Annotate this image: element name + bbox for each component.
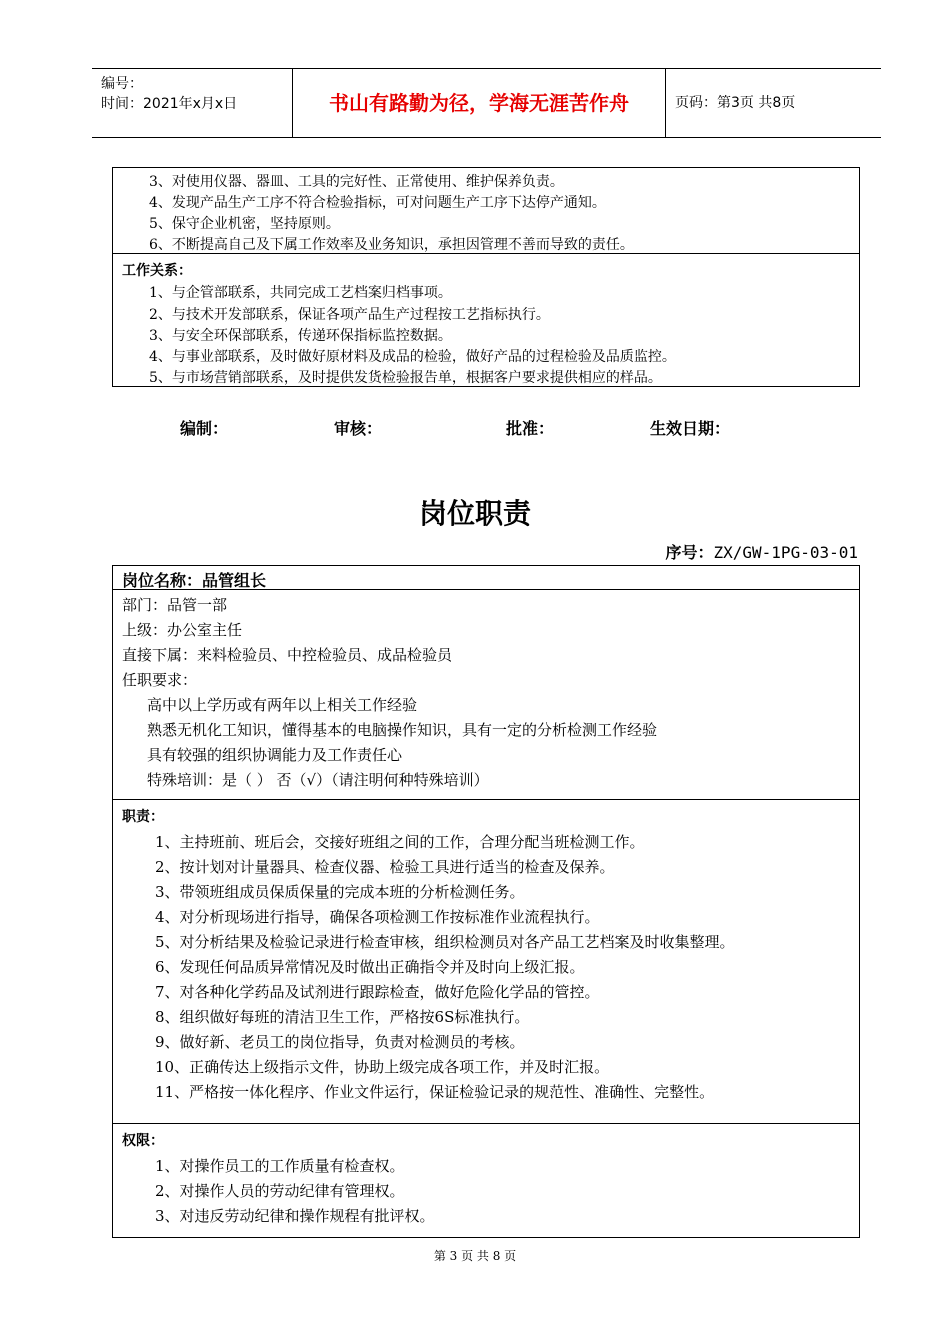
list-item: 9、做好新、老员工的岗位指导，负责对检测员的考核。 — [155, 1033, 525, 1051]
duties-title: 职责： — [122, 809, 164, 825]
header-motto: 书山有路勤为径，学海无涯苦作舟 — [293, 69, 666, 137]
serial-number — [665, 540, 858, 563]
list-item: 7、对各种化学药品及试剂进行跟踪检查，做好危险化学品的管控。 — [155, 983, 600, 1001]
list-item: 3、对使用仪器、器皿、工具的完好性、正常使用、维护保养负责。 — [149, 174, 564, 190]
header-meta — [92, 69, 293, 137]
authority-box — [112, 1123, 860, 1238]
list-item: 5、对分析结果及检验记录进行检查审核，组织检测员对各产品工艺档案及时收集整理。 — [155, 933, 735, 951]
signature-reviewed: 审核： — [334, 419, 383, 438]
duties-box — [112, 799, 860, 1124]
list-item: 3、带领班组成员保质保量的完成本班的分析检测任务。 — [155, 883, 525, 901]
list-item: 3、对违反劳动纪律和操作规程有批评权。 — [155, 1207, 435, 1225]
work-relations-title: 工作关系： — [122, 263, 192, 279]
superior: 上级：办公室主任 — [122, 621, 243, 639]
requirement-item: 高中以上学历或有两年以上相关工作经验 — [147, 696, 418, 714]
requirement-item: 具有较强的组织协调能力及工作责任心 — [147, 746, 403, 764]
list-item: 8、组织做好每班的清洁卫生工作，严格按6S标准执行。 — [155, 1008, 530, 1026]
list-item: 4、发现产品生产工序不符合检验指标，可对问题生产工序下达停产通知。 — [149, 195, 606, 211]
list-item: 4、与事业部联系，及时做好原材料及成品的检验，做好产品的过程检验及品质监控。 — [149, 349, 676, 365]
list-item: 1、与企管部联系，共同完成工艺档案归档事项。 — [149, 285, 452, 301]
position-name-row — [112, 565, 860, 590]
list-item: 3、与安全环保部联系，传递环保指标监控数据。 — [149, 328, 452, 344]
code-label: 编号： — [101, 76, 143, 92]
serial-value: ZX/GW-1PG-03-01 — [713, 543, 858, 562]
list-item: 2、对操作人员的劳动纪律有管理权。 — [155, 1182, 405, 1200]
header-page-info: 页码：第3页 共8页 — [675, 95, 796, 111]
authority-title: 权限： — [122, 1133, 164, 1149]
list-item: 2、按计划对计量器具、检查仪器、检验工具进行适当的检查及保养。 — [155, 858, 615, 876]
responsibilities-continued-box — [112, 167, 860, 254]
list-item: 4、对分析现场进行指导，确保各项检测工作按标准作业流程执行。 — [155, 908, 600, 926]
position-info-box — [112, 589, 860, 800]
page-footer: 第 3 页 共 8 页 — [433, 1249, 517, 1263]
list-item: 2、与技术开发部联系，保证各项产品生产过程按工艺指标执行。 — [149, 307, 550, 323]
list-item: 11、严格按一体化程序、作业文件运行，保证检验记录的规范性、准确性、完整性。 — [155, 1083, 715, 1101]
signature-compiled: 编制： — [180, 419, 229, 438]
page-title: 岗位职责 — [418, 497, 531, 530]
requirements-label: 任职要求： — [122, 671, 198, 689]
serial-label: 序号： — [665, 543, 714, 562]
list-item: 5、与市场营销部联系，及时提供发货检验报告单，根据客户要求提供相应的样品。 — [149, 370, 662, 386]
list-item: 1、主持班前、班后会，交接好班组之间的工作，合理分配当班检测工作。 — [155, 833, 645, 851]
position-name: 岗位名称：品管组长 — [122, 571, 267, 590]
list-item: 6、不断提高自己及下属工作效率及业务知识，承担因管理不善而导致的责任。 — [149, 237, 634, 253]
list-item: 6、发现任何品质异常情况及时做出正确指令并及时向上级汇报。 — [155, 958, 585, 976]
time-label: 时间：2021年x月x日 — [101, 96, 238, 112]
list-item: 10、正确传达上级指示文件，协助上级完成各项工作，并及时汇报。 — [155, 1058, 610, 1076]
list-item: 1、对操作员工的工作质量有检查权。 — [155, 1157, 405, 1175]
department: 部门：品管一部 — [122, 596, 228, 614]
signature-effective-date: 生效日期： — [650, 419, 731, 438]
requirement-item: 熟悉无机化工知识，懂得基本的电脑操作知识，具有一定的分析检测工作经验 — [147, 721, 658, 739]
page-header — [92, 68, 881, 138]
subordinates: 直接下属：来料检验员、中控检验员、成品检验员 — [122, 646, 453, 664]
list-item: 5、保守企业机密，坚持原则。 — [149, 216, 340, 232]
work-relations-box — [112, 253, 860, 387]
special-training: 特殊培训：是（ ） 否（√）（请注明何种特殊培训） — [147, 771, 489, 789]
signature-approved: 批准： — [506, 419, 555, 438]
